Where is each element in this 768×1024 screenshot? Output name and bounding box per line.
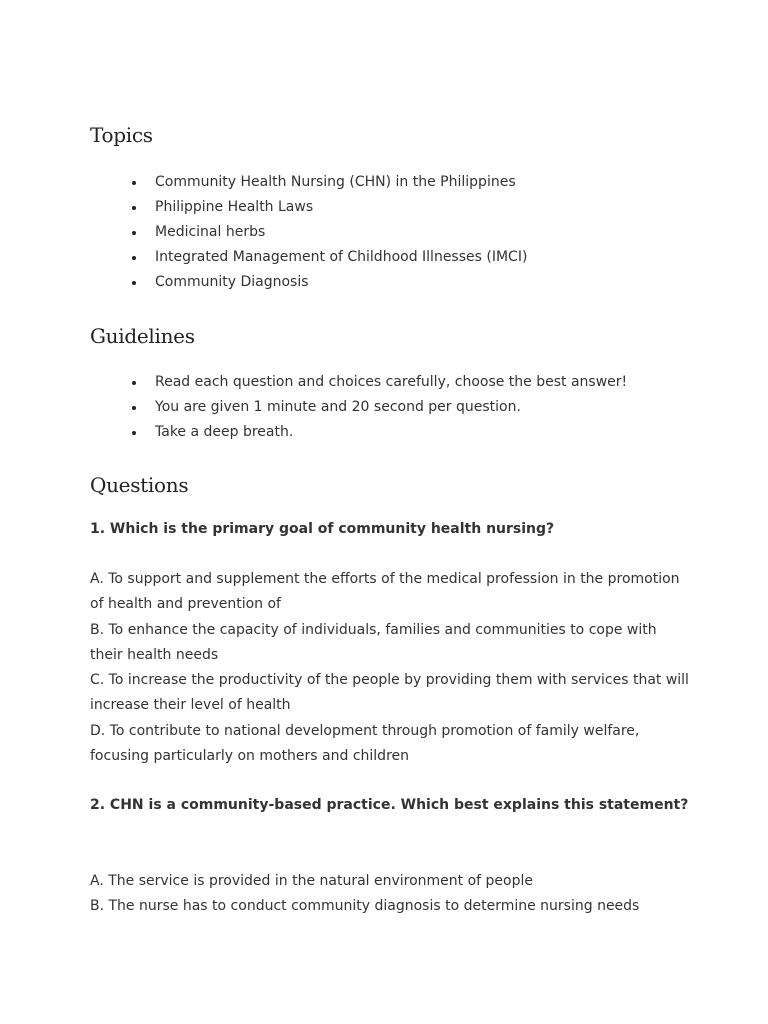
choice-item: B. The nurse has to conduct community diagnosis to determine nursing needs <box>90 898 640 915</box>
list-item: Take a deep breath. <box>90 420 627 445</box>
question-2-choices <box>90 869 690 920</box>
list-item: Community Health Nursing (CHN) in the Philippines <box>90 170 527 195</box>
choice-item: B. To enhance the capacity of individuals, families and communities to cope with their health needs <box>90 621 657 663</box>
guidelines-list <box>90 370 627 445</box>
guidelines-heading: Guidelines <box>90 324 195 348</box>
topics-list <box>90 170 527 295</box>
list-item: Community Diagnosis <box>90 270 527 295</box>
list-item: Philippine Health Laws <box>90 195 527 220</box>
choice-item: D. To contribute to national development through promotion of family welfare, focusing particularly on mothers and children <box>90 722 640 765</box>
list-item: Read each question and choices carefully, choose the best answer! <box>90 370 627 395</box>
question-2-text: 2. CHN is a community-based practice. Which best explains this statement? <box>90 797 689 813</box>
choice-item: A. The service is provided in the natural environment of people <box>90 873 534 889</box>
list-item: Medicinal herbs <box>90 220 527 245</box>
questions-heading: Questions <box>90 473 189 497</box>
topics-heading: Topics <box>90 123 153 147</box>
question-1-text: 1. Which is the primary goal of community health nursing? <box>90 521 555 537</box>
question-1-choices <box>90 567 690 769</box>
list-item: You are given 1 minute and 20 second per question. <box>90 395 627 420</box>
choice-item: A. To support and supplement the efforts of the medical profession in the promotion of health and prevention of <box>90 571 680 613</box>
choice-item: C. To increase the productivity of the people by providing them with services that will increase their level of health <box>90 672 689 714</box>
list-item: Integrated Management of Childhood Illnesses (IMCI) <box>90 245 527 270</box>
